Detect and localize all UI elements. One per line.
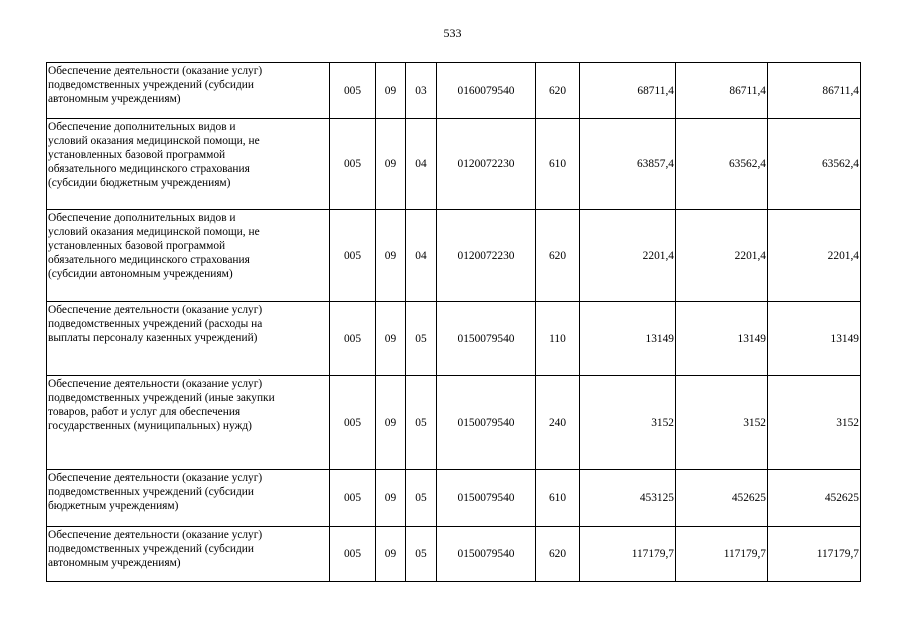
section-code: 09 bbox=[376, 210, 406, 302]
amount-3: 117179,7 bbox=[768, 527, 861, 582]
expense-type-code: 610 bbox=[536, 119, 580, 210]
ministry-code: 005 bbox=[330, 302, 376, 376]
expense-description: Обеспечение деятельности (оказание услуг) подведомственных учреждений (субсидии автономным учреждениям) bbox=[47, 63, 330, 119]
budget-table bbox=[46, 62, 861, 582]
amount-2: 2201,4 bbox=[676, 210, 768, 302]
amount-2: 452625 bbox=[676, 470, 768, 527]
page-number: 533 bbox=[443, 26, 462, 40]
table-row bbox=[47, 470, 861, 527]
ministry-code: 005 bbox=[330, 119, 376, 210]
amount-3: 3152 bbox=[768, 376, 861, 470]
ministry-code: 005 bbox=[330, 527, 376, 582]
amount-2: 117179,7 bbox=[676, 527, 768, 582]
amount-3: 86711,4 bbox=[768, 63, 861, 119]
ministry-code: 005 bbox=[330, 470, 376, 527]
target-article-code: 0150079540 bbox=[437, 376, 536, 470]
amount-1: 2201,4 bbox=[580, 210, 676, 302]
expense-type-code: 620 bbox=[536, 63, 580, 119]
section-code: 09 bbox=[376, 376, 406, 470]
section-code: 09 bbox=[376, 63, 406, 119]
amount-1: 3152 bbox=[580, 376, 676, 470]
amount-1: 68711,4 bbox=[580, 63, 676, 119]
amount-1: 453125 bbox=[580, 470, 676, 527]
amount-3: 2201,4 bbox=[768, 210, 861, 302]
target-article-code: 0120072230 bbox=[437, 119, 536, 210]
amount-3: 63562,4 bbox=[768, 119, 861, 210]
subsection-code: 04 bbox=[406, 119, 437, 210]
amount-3: 452625 bbox=[768, 470, 861, 527]
expense-type-code: 110 bbox=[536, 302, 580, 376]
amount-3: 13149 bbox=[768, 302, 861, 376]
amount-2: 86711,4 bbox=[676, 63, 768, 119]
table-row bbox=[47, 302, 861, 376]
subsection-code: 05 bbox=[406, 302, 437, 376]
section-code: 09 bbox=[376, 470, 406, 527]
expense-description: Обеспечение деятельности (оказание услуг) подведомственных учреждений (иные закупки товаров, работ и услуг для обеспечения государственных (муниципальных) нужд) bbox=[47, 376, 330, 470]
ministry-code: 005 bbox=[330, 210, 376, 302]
target-article-code: 0160079540 bbox=[437, 63, 536, 119]
amount-1: 63857,4 bbox=[580, 119, 676, 210]
ministry-code: 005 bbox=[330, 376, 376, 470]
amount-1: 117179,7 bbox=[580, 527, 676, 582]
expense-description: Обеспечение деятельности (оказание услуг) подведомственных учреждений (расходы на выплаты персоналу казенных учреждений) bbox=[47, 302, 330, 376]
subsection-code: 05 bbox=[406, 527, 437, 582]
expense-type-code: 620 bbox=[536, 210, 580, 302]
section-code: 09 bbox=[376, 302, 406, 376]
expense-description: Обеспечение деятельности (оказание услуг) подведомственных учреждений (субсидии автономным учреждениям) bbox=[47, 527, 330, 582]
subsection-code: 03 bbox=[406, 63, 437, 119]
amount-2: 13149 bbox=[676, 302, 768, 376]
table-row bbox=[47, 63, 861, 119]
subsection-code: 04 bbox=[406, 210, 437, 302]
amount-2: 3152 bbox=[676, 376, 768, 470]
amount-1: 13149 bbox=[580, 302, 676, 376]
table-row bbox=[47, 527, 861, 582]
expense-description: Обеспечение дополнительных видов и условий оказания медицинской помощи, не установленных базовой программой обязательного медицинского страхования (субсидии автономным учреждениям) bbox=[47, 210, 330, 302]
expense-type-code: 240 bbox=[536, 376, 580, 470]
section-code: 09 bbox=[376, 119, 406, 210]
expense-type-code: 620 bbox=[536, 527, 580, 582]
target-article-code: 0150079540 bbox=[437, 527, 536, 582]
subsection-code: 05 bbox=[406, 470, 437, 527]
target-article-code: 0150079540 bbox=[437, 302, 536, 376]
table-row bbox=[47, 119, 861, 210]
table-row bbox=[47, 376, 861, 470]
expense-description: Обеспечение дополнительных видов и условий оказания медицинской помощи, не установленных базовой программой обязательного медицинского страхования (субсидии бюджетным учреждениям) bbox=[47, 119, 330, 210]
ministry-code: 005 bbox=[330, 63, 376, 119]
table-row bbox=[47, 210, 861, 302]
target-article-code: 0150079540 bbox=[437, 470, 536, 527]
amount-2: 63562,4 bbox=[676, 119, 768, 210]
section-code: 09 bbox=[376, 527, 406, 582]
expense-description: Обеспечение деятельности (оказание услуг) подведомственных учреждений (субсидии бюджетным учреждениям) bbox=[47, 470, 330, 527]
target-article-code: 0120072230 bbox=[437, 210, 536, 302]
expense-type-code: 610 bbox=[536, 470, 580, 527]
subsection-code: 05 bbox=[406, 376, 437, 470]
